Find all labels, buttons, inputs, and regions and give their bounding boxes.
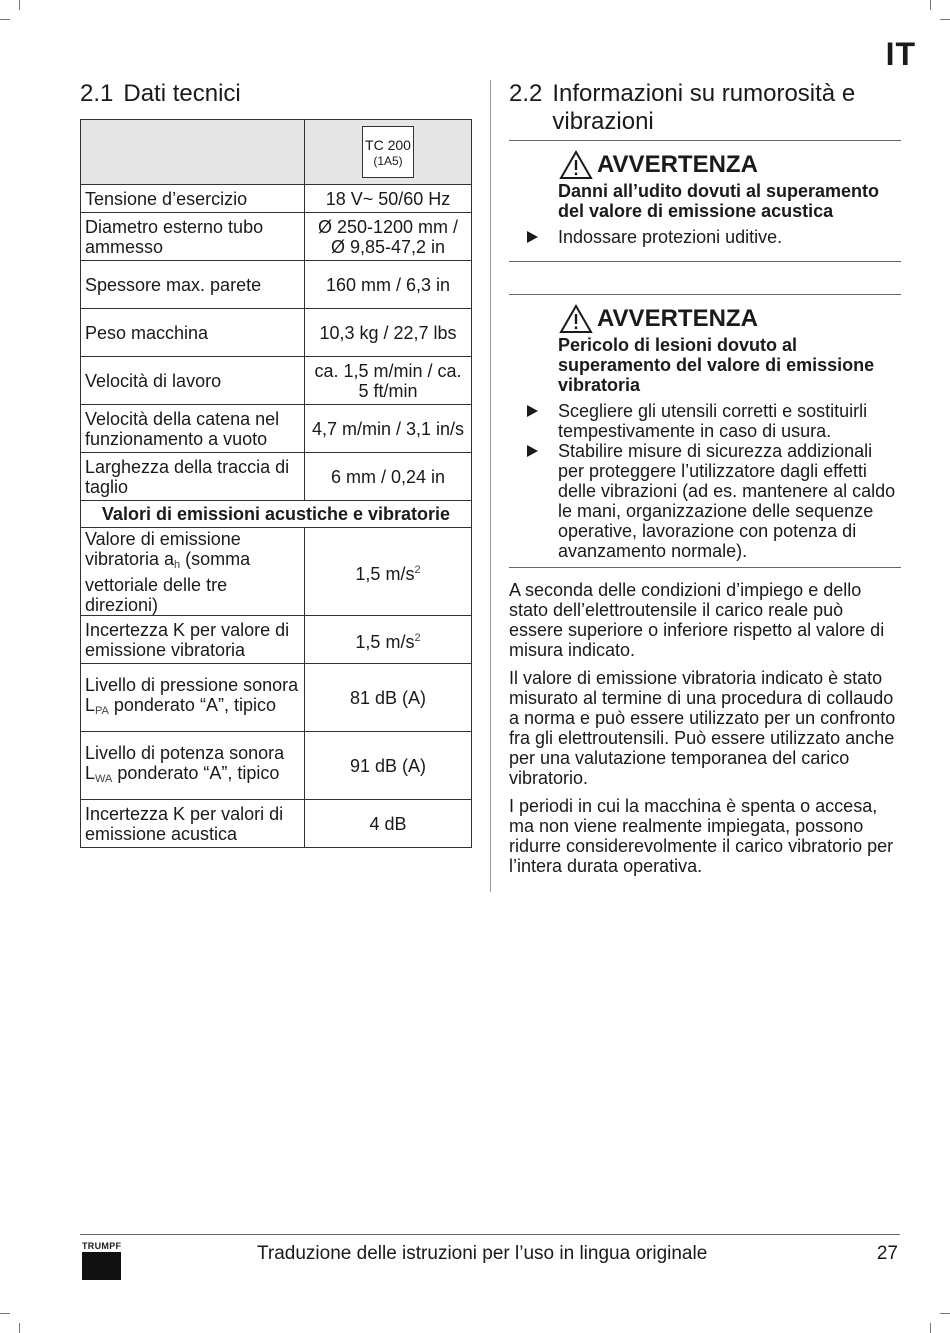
trumpf-logo xyxy=(82,1241,122,1280)
section-number: 2.2 xyxy=(509,80,543,107)
warning-triangle-icon xyxy=(559,304,593,334)
label-subscript: PA xyxy=(95,704,109,717)
row-label: Velocità di lavoro xyxy=(81,357,305,405)
technical-data-table xyxy=(80,119,472,848)
warning-triangle-icon xyxy=(559,150,593,180)
model-name: TC 200 xyxy=(365,137,411,153)
warning-steps xyxy=(509,227,901,247)
arrow-right-icon xyxy=(527,231,538,243)
label-subscript: h xyxy=(174,558,181,571)
table-row xyxy=(81,732,472,800)
column-divider xyxy=(490,80,491,892)
value-superscript: 2 xyxy=(414,631,421,644)
body-paragraph: Il valore di emissione vibratoria indicato è stato misurato al termine di una procedura di collaudo a norma e può essere utilizzato per un confronto fra gli elettroutensili. Può essere utilizzato anche per una valutazione temporanea del carico vibratorio. xyxy=(509,668,896,788)
body-paragraph: I periodi in cui la macchina è spenta o accesa, ma non viene realmente impiegata, possono ridurre considerevolmente il carico vibratorio per l’intera durata operativa. xyxy=(509,796,894,876)
warning-steps xyxy=(509,401,901,561)
warning-title xyxy=(509,303,901,335)
warning-bottom-rule xyxy=(509,567,901,568)
header-empty-cell xyxy=(81,120,305,185)
warning-block-vibration xyxy=(509,295,901,561)
warning-subtitle: Danni all’udito dovuti al superamento del valore di emissione acustica xyxy=(558,181,880,221)
table-row xyxy=(81,261,472,309)
row-value: 4 dB xyxy=(305,800,472,848)
row-value: 160 mm / 6,3 in xyxy=(305,261,472,309)
step-text: Stabilire misure di sicurezza addizionali per proteggere l’utilizzatore dagli effetti delle vibrazioni (ad es. mantenere al caldo le mani, organizzazione delle sequenze operative, lavorazione con potenza di avanzamento normale). xyxy=(558,441,896,561)
table-row xyxy=(81,528,472,616)
list-item xyxy=(509,227,901,247)
table-row xyxy=(81,800,472,848)
table-row xyxy=(81,616,472,664)
table-header-row xyxy=(81,120,472,185)
footer-text: Traduzione delle istruzioni per l’uso in lingua originale xyxy=(257,1243,708,1264)
arrow-right-icon xyxy=(527,445,538,457)
row-value: 10,3 kg / 22,7 lbs xyxy=(305,309,472,357)
warning-block-hearing xyxy=(509,141,901,247)
warning-title xyxy=(509,149,901,181)
row-label xyxy=(81,528,305,616)
warning-title-text: AVVERTENZA xyxy=(597,305,758,332)
crop-mark xyxy=(19,0,20,10)
page-number: 27 xyxy=(876,1243,898,1264)
step-text: Indossare protezioni uditive. xyxy=(558,227,783,247)
row-label xyxy=(81,800,305,848)
header-model-cell xyxy=(305,120,472,185)
row-label xyxy=(81,664,305,732)
logo-text: TRUMPF xyxy=(82,1241,122,1251)
row-value xyxy=(305,528,472,616)
warning-subtitle: Pericolo di lesioni dovuto al superamento del valore di emissione vibratoria xyxy=(558,335,875,395)
row-label xyxy=(81,616,305,664)
list-item xyxy=(509,401,901,441)
row-label: Tensione d’esercizio xyxy=(81,185,305,213)
label-text: ponderato “A”, tipico xyxy=(108,694,276,715)
row-value: 6 mm / 0,24 in xyxy=(305,453,472,501)
table-row xyxy=(81,309,472,357)
model-badge xyxy=(362,126,414,178)
crop-mark xyxy=(930,0,931,10)
right-column xyxy=(509,80,901,884)
row-value: ca. 1,5 m/min / ca. 5 ft/min xyxy=(305,357,472,405)
language-tag: IT xyxy=(885,36,916,72)
value-text: 1,5 m/s xyxy=(355,563,415,584)
table-row xyxy=(81,664,472,732)
label-text: ponderato “A”, tipico xyxy=(112,762,280,783)
label-text: Livello di pressione sonora L xyxy=(85,674,299,715)
crop-mark xyxy=(0,19,10,20)
section-heading-noise-vibration xyxy=(509,80,901,136)
section-title: Informazioni su rumorosità e vibrazioni xyxy=(552,80,856,135)
row-value: 81 dB (A) xyxy=(305,664,472,732)
row-value: Ø 250-1200 mm / Ø 9,85-47,2 in xyxy=(305,213,472,261)
table-row xyxy=(81,357,472,405)
label-text: Livello di potenza sonora L xyxy=(85,742,285,783)
row-label: Spessore max. parete xyxy=(81,261,305,309)
row-label: Peso macchina xyxy=(81,309,305,357)
row-value xyxy=(305,616,472,664)
label-text: Valore di emissione vibratoria a xyxy=(85,528,241,569)
table-row xyxy=(81,405,472,453)
warning-title-text: AVVERTENZA xyxy=(597,151,758,178)
label-subscript: WA xyxy=(95,772,113,785)
row-value: 4,7 m/min / 3,1 in/s xyxy=(305,405,472,453)
crop-mark xyxy=(930,1323,931,1333)
step-text: Scegliere gli utensili corretti e sostituirli tempestivamente in caso di usura. xyxy=(558,401,868,441)
emissions-section-row xyxy=(81,501,472,528)
model-code: (1A5) xyxy=(373,154,403,168)
list-item xyxy=(509,441,901,561)
table-row xyxy=(81,213,472,261)
label-text: Incertezza K per valore di emissione vibratoria xyxy=(85,619,290,660)
crop-mark xyxy=(940,1313,950,1314)
label-text: (somma vettoriale delle tre direzioni) xyxy=(85,548,251,615)
label-text: Incertezza K per valori di emissione acustica xyxy=(85,803,284,844)
section-number: 2.1 xyxy=(80,80,114,107)
emissions-heading: Valori di emissioni acustiche e vibratorie xyxy=(81,501,472,528)
body-paragraph: A seconda delle condizioni d’impiego e dello stato dell’elettroutensile il carico reale può essere superiore o inferiore rispetto al valore di misura indicato. xyxy=(509,580,885,660)
arrow-right-icon xyxy=(527,405,538,417)
value-text: 1,5 m/s xyxy=(355,631,415,652)
section-heading-technical-data xyxy=(80,80,241,108)
crop-mark xyxy=(19,1323,20,1333)
row-value: 91 dB (A) xyxy=(305,732,472,800)
table-row xyxy=(81,453,472,501)
crop-mark xyxy=(0,1313,10,1314)
section-title: Dati tecnici xyxy=(123,80,241,107)
row-value: 18 V~ 50/60 Hz xyxy=(305,185,472,213)
footer-rule xyxy=(80,1234,900,1235)
row-label: Larghezza della traccia di taglio xyxy=(81,453,305,501)
value-superscript: 2 xyxy=(414,563,421,576)
row-label xyxy=(81,732,305,800)
warning-bottom-rule xyxy=(509,261,901,262)
crop-mark xyxy=(940,19,950,20)
logo-block xyxy=(82,1252,121,1280)
table-row xyxy=(81,185,472,213)
row-label: Diametro esterno tubo ammesso xyxy=(81,213,305,261)
row-label: Velocità della catena nel funzionamento a vuoto xyxy=(81,405,305,453)
